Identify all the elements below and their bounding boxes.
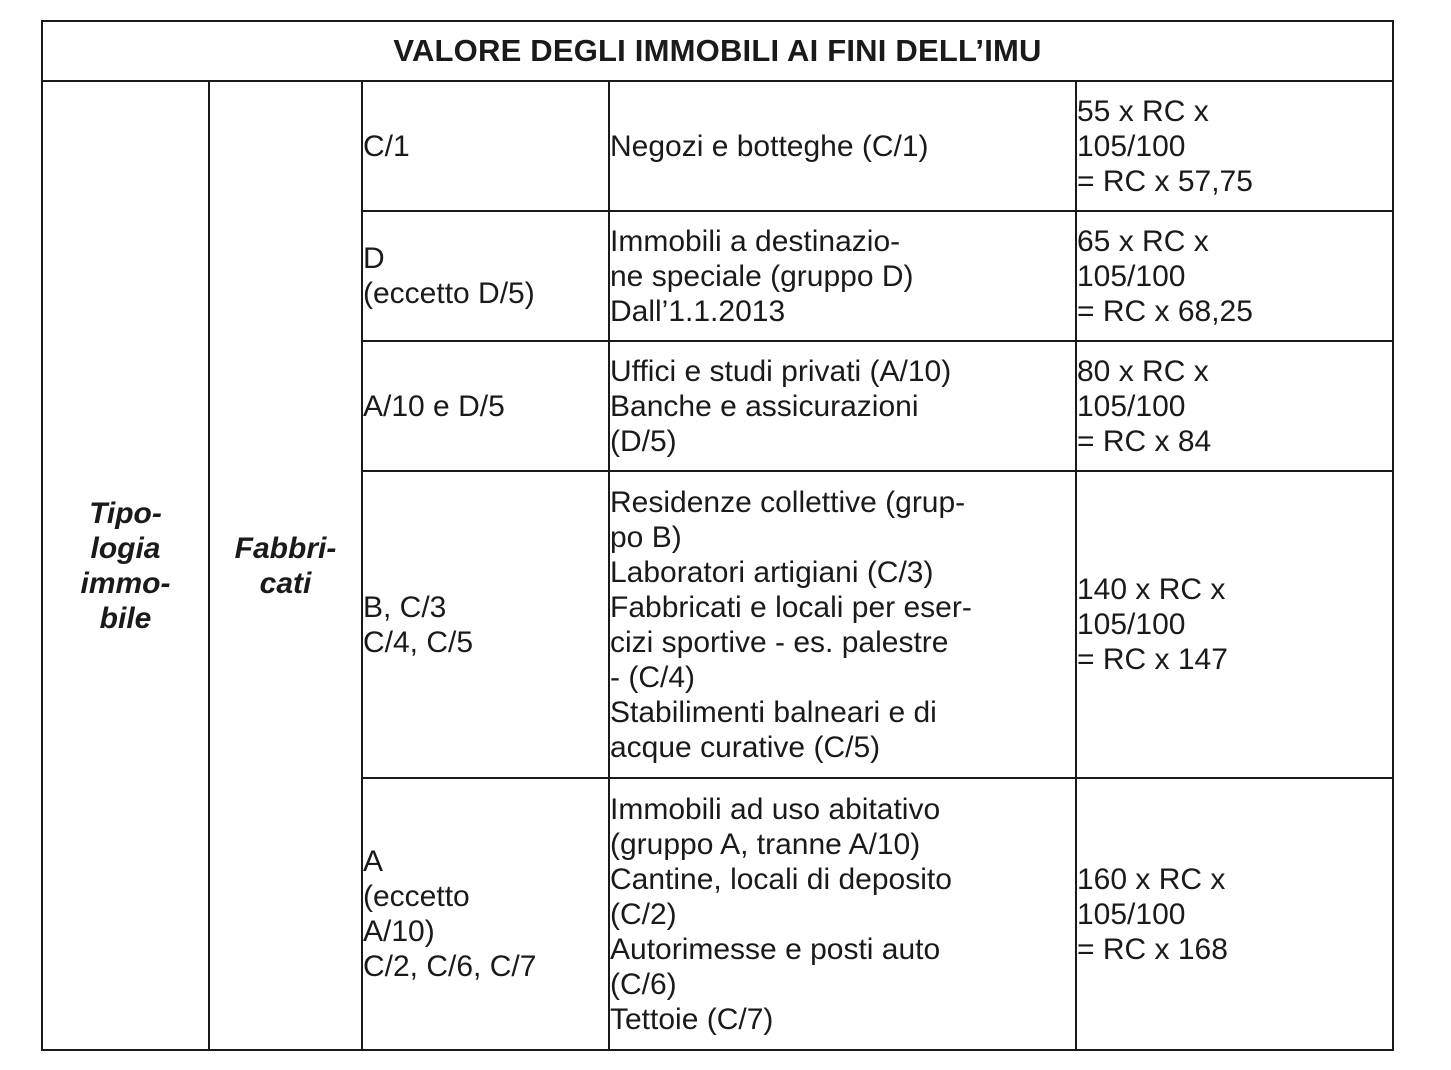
cell-line: (eccetto: [363, 880, 470, 913]
cell-line: po B): [610, 520, 682, 554]
row-header-line: bile: [99, 601, 152, 635]
cell-line: cizi sportive - es. palestre: [610, 625, 949, 659]
cell-line: 80 x RC x: [1077, 354, 1209, 388]
row-header-line: Fabbri-: [234, 531, 337, 565]
imu-value-table: [41, 20, 1394, 1051]
cell-line: C/4, C/5: [363, 625, 474, 659]
description-cell: [609, 81, 1076, 211]
formula-cell: [1076, 341, 1393, 471]
category-cell: [362, 211, 609, 341]
cell-line: 160 x RC x: [1077, 862, 1226, 896]
cell-line: A: [363, 845, 384, 878]
description-cell: [609, 471, 1076, 778]
formula-cell: [1076, 211, 1393, 341]
cell-line: Immobili a destinazio-: [610, 224, 901, 258]
description-cell: [609, 211, 1076, 341]
cell-line: Autorimesse e posti auto: [610, 932, 941, 966]
cell-line: = RC x 57,75: [1077, 164, 1253, 198]
cell-line: (C/2): [610, 897, 677, 931]
category-cell: [362, 778, 609, 1050]
category-cell: [362, 471, 609, 778]
cell-line: = RC x 168: [1077, 932, 1228, 966]
cell-line: C/1: [363, 129, 410, 163]
cell-line: A/10): [363, 915, 435, 948]
row-header-line: Tipo-: [89, 496, 162, 530]
row-header-line: logia: [90, 531, 161, 565]
cell-line: 105/100: [1077, 608, 1186, 641]
cell-line: C/2, C/6, C/7: [363, 950, 537, 983]
title-row: [42, 21, 1393, 81]
cell-line: 55 x RC x: [1077, 94, 1209, 128]
cell-line: Immobili ad uso abitativo: [610, 792, 941, 826]
cell-line: = RC x 68,25: [1077, 294, 1253, 328]
row-header-tipologia-immobile: [42, 81, 209, 1050]
cell-line: acque curative (C/5): [610, 730, 881, 764]
cell-line: Laboratori artigiani (C/3): [610, 555, 934, 589]
formula-cell: [1076, 778, 1393, 1050]
cell-line: Tettoie (C/7): [610, 1002, 774, 1036]
cell-line: B, C/3: [363, 590, 447, 624]
cell-line: 105/100: [1077, 259, 1186, 293]
row-header-line: cati: [259, 566, 312, 600]
cell-line: = RC x 84: [1077, 424, 1212, 458]
category-cell: [362, 341, 609, 471]
cell-line: 105/100: [1077, 389, 1186, 423]
description-cell: [609, 341, 1076, 471]
cell-line: - (C/4): [610, 660, 695, 694]
cell-line: = RC x 147: [1077, 643, 1228, 676]
cell-line: Stabilimenti balneari e di: [610, 695, 937, 729]
cell-line: (eccetto D/5): [363, 277, 535, 310]
cell-line: A/10 e D/5: [363, 389, 505, 423]
cell-line: D: [363, 242, 385, 275]
cell-line: (gruppo A, tranne A/10): [610, 827, 921, 861]
cell-line: Banche e assicurazioni: [610, 389, 919, 423]
row-header-line: immo-: [80, 566, 171, 600]
cell-line: Residenze collettive (grup-: [610, 485, 966, 519]
cell-line: (C/6): [610, 967, 677, 1001]
cell-line: 65 x RC x: [1077, 224, 1209, 258]
cell-line: 140 x RC x: [1077, 573, 1226, 606]
row-header-fabbricati: [209, 81, 362, 1050]
cell-line: 105/100: [1077, 129, 1186, 163]
description-cell: [609, 778, 1076, 1050]
cell-line: Uffici e studi privati (A/10): [610, 354, 952, 388]
cell-line: Negozi e botteghe (C/1): [610, 129, 929, 163]
cell-line: Fabbricati e locali per eser-: [610, 590, 972, 624]
cell-line: (D/5): [610, 424, 677, 458]
cell-line: Dall’1.1.2013: [610, 294, 786, 328]
cell-line: 105/100: [1077, 897, 1186, 931]
table-title: VALORE DEGLI IMMOBILI AI FINI DELL’IMU: [42, 21, 1393, 81]
cell-line: ne speciale (gruppo D): [610, 259, 914, 293]
formula-cell: [1076, 471, 1393, 778]
table-row: [42, 81, 1393, 211]
cell-line: Cantine, locali di deposito: [610, 862, 952, 896]
category-cell: [362, 81, 609, 211]
formula-cell: [1076, 81, 1393, 211]
